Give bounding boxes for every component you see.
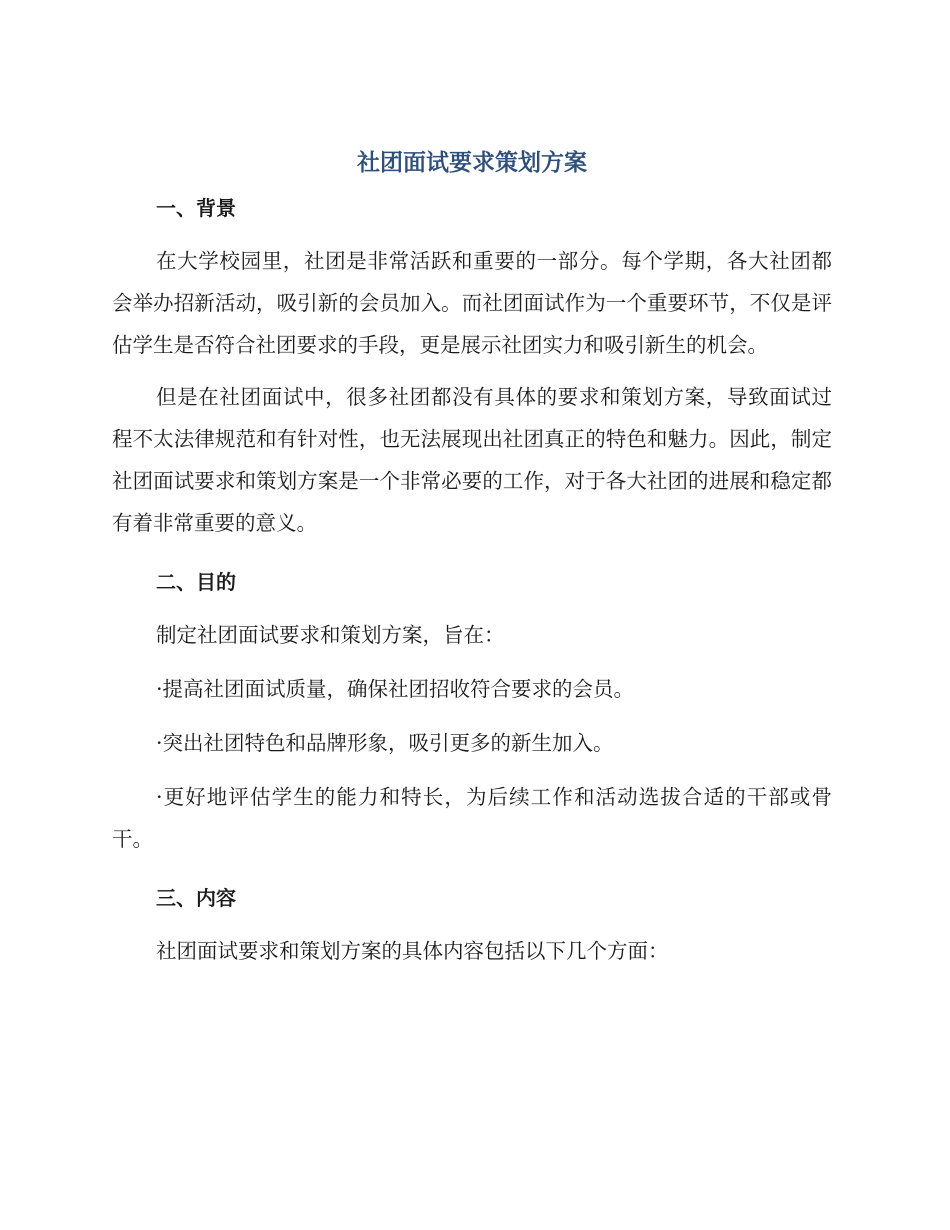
section-heading-purpose: 二、目的 bbox=[156, 570, 236, 594]
section-heading-background: 一、背景 bbox=[156, 196, 236, 220]
purpose-bullet-3: ·更好地评估学生的能力和特长，为后续工作和活动选拔合适的干部或骨干。 bbox=[112, 785, 832, 851]
purpose-bullet-2: ·突出社团特色和品牌形象，吸引更多的新生加入。 bbox=[156, 731, 614, 755]
section-heading-content: 三、内容 bbox=[156, 886, 236, 910]
purpose-intro: 制定社团面试要求和策划方案，旨在： bbox=[156, 623, 505, 647]
purpose-bullet-1: ·提高社团面试质量，确保社团招收符合要求的会员。 bbox=[156, 677, 635, 701]
background-paragraph-2: 但是在社团面试中，很多社团都没有具体的要求和策划方案，导致面试过程不太法律规范和有针对性，也无法展现出社团真正的特色和魅力。因此，制定社团面试要求和策划方案是一个非常必要的工作，对于各大社团的进展和稳定都有着非常重要的意义。 bbox=[112, 385, 832, 535]
document-title: 社团面试要求策划方案 bbox=[357, 150, 587, 176]
background-paragraph-1: 在大学校园里，社团是非常活跃和重要的一部分。每个学期，各大社团都会举办招新活动，吸引新的会员加入。而社团面试作为一个重要环节，不仅是评估学生是否符合社团要求的手段，更是展示社团实力和吸引新生的机会。 bbox=[112, 249, 832, 357]
content-intro: 社团面试要求和策划方案的具体内容包括以下几个方面： bbox=[156, 939, 669, 963]
document-body bbox=[112, 140, 832, 972]
